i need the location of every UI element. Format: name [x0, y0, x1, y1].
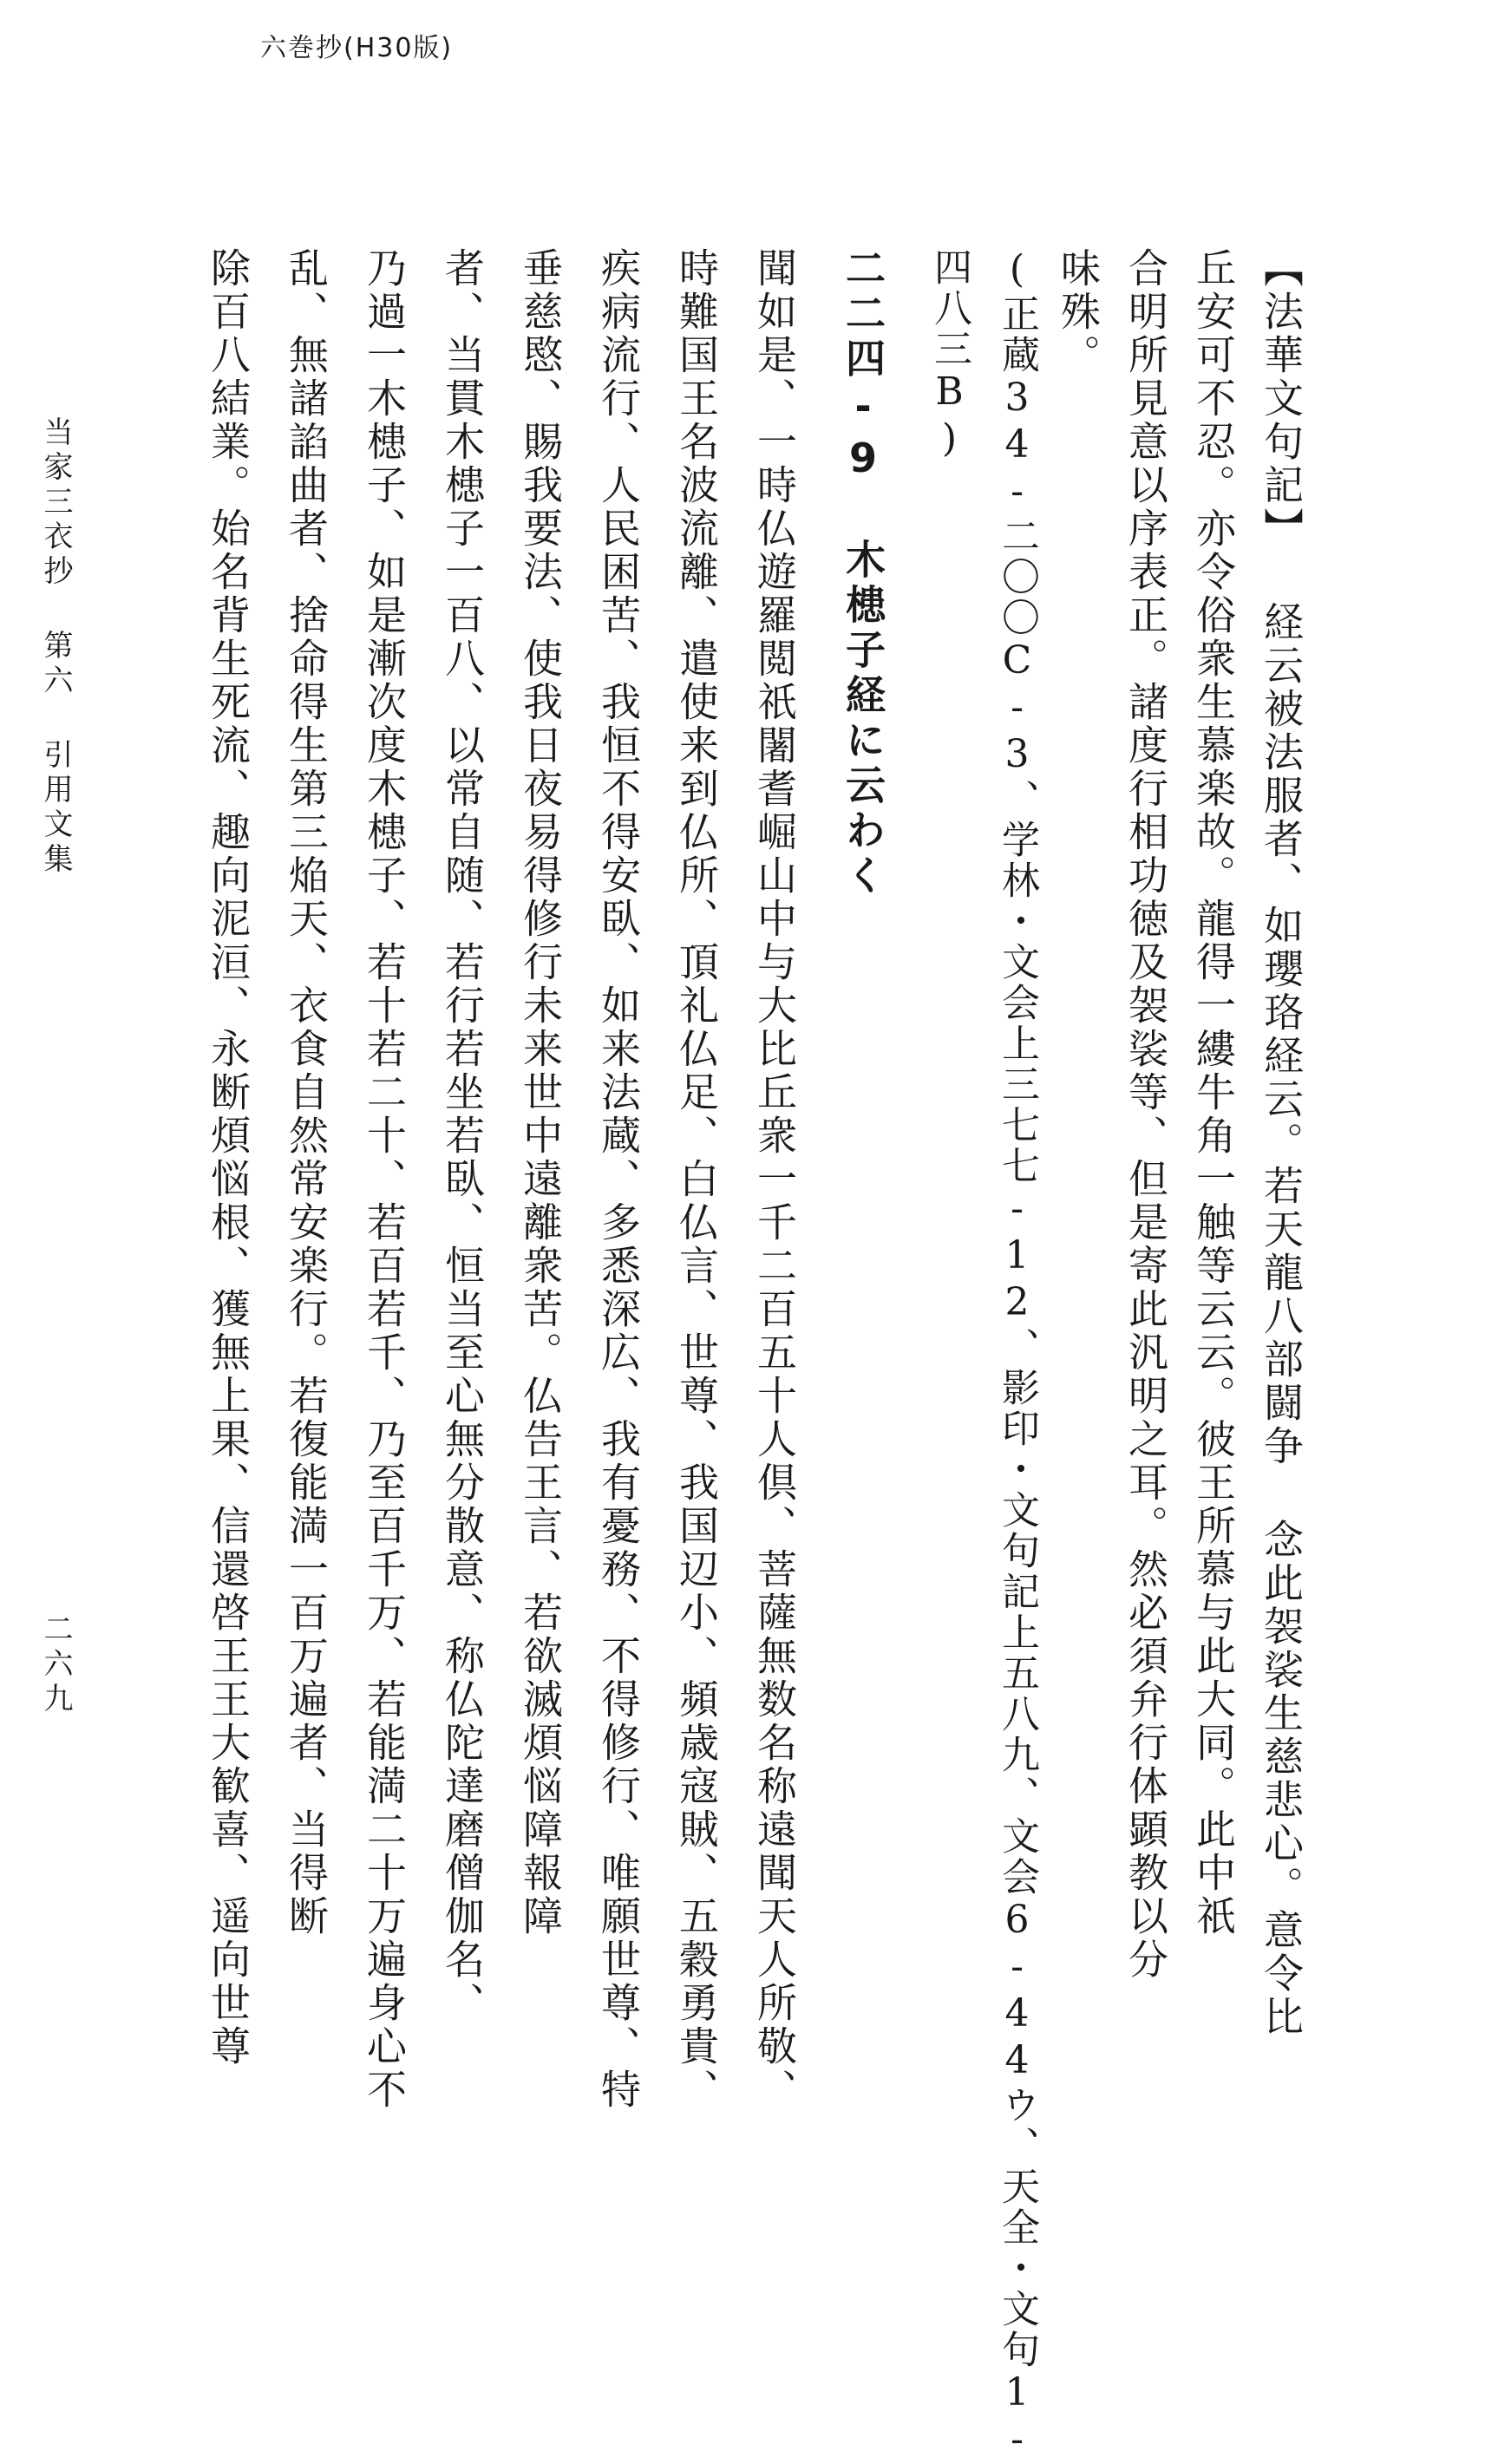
- text-column: 丘安可不忍。亦令俗衆生慕楽故。龍得一縷牛角一触等云云。彼王所慕与此大同。此中祇: [1190, 247, 1237, 1938]
- text-column: 乃過一木槵子、如是漸次度木槵子、若十若二十、若百若千、乃至百千万、若能満二十万遍身心不: [361, 247, 408, 2112]
- text-column: 者、当貫木槵子一百八、以常自随、若行若坐若臥、恒当至心無分散意、称仏陀達磨僧伽名、: [439, 247, 486, 2025]
- citation-column: 四八三B): [927, 247, 971, 463]
- text-column: 聞如是、一時仏遊羅閲祇闍耆崛山中与大比丘衆一千二百五十人倶、菩薩無数名称遠聞天人所敬、: [751, 247, 798, 2112]
- text-column: 疾病流行、人民困苦、我恒不得安臥、如来法蔵、多悉深広、我有憂務、不得修行、唯願世尊、特: [595, 247, 642, 2112]
- running-header: 六巻抄(H30版): [260, 33, 454, 63]
- text-column: 合明所見意以序表正。諸度行相功徳及袈裟等、但是寄此汎明之耳。然必須弁行体顕教以分: [1122, 247, 1169, 1982]
- vertical-text-body: [130, 247, 1305, 2464]
- text-column: 乱、無諸諂曲者、捨命得生第三焔天、衣食自然常安楽行。若復能満一百万遍者、当得断: [283, 247, 330, 1938]
- text-column: 味殊。: [1055, 247, 1102, 377]
- page-number: 二六九: [38, 1613, 73, 1717]
- text-column: 時難国王名波流離、遣使来到仏所、頂礼仏足、白仏言、世尊、我国辺小、頻歳寇賊、五穀勇貴、: [673, 247, 720, 2112]
- section-heading: 二二四-9 木槵子経に云わく: [840, 247, 886, 899]
- text-column: 除百八結業。始名背生死流、趣向泥洹、永断煩悩根、獲無上果、信還啓王王大歓喜、遥向世尊: [205, 247, 252, 2069]
- text-column: 【法華文句記】 経云被法服者、如瓔珞経云。若天龍八部闘争 念此袈裟生慈悲心。意令比: [1258, 247, 1305, 2039]
- text-column: 垂慈愍、賜我要法、使我日夜易得修行未来世中遠離衆苦。仏告王言、若欲滅煩悩障報障: [517, 247, 564, 1938]
- citation-column: (正蔵34-二〇〇C-3、学林・文会上三七七-12、影印・文句記上五八九、文会6-44ウ、天全・文句1-: [995, 247, 1039, 2464]
- running-footer-title: 当家三衣抄 第六 引用文集: [38, 416, 73, 878]
